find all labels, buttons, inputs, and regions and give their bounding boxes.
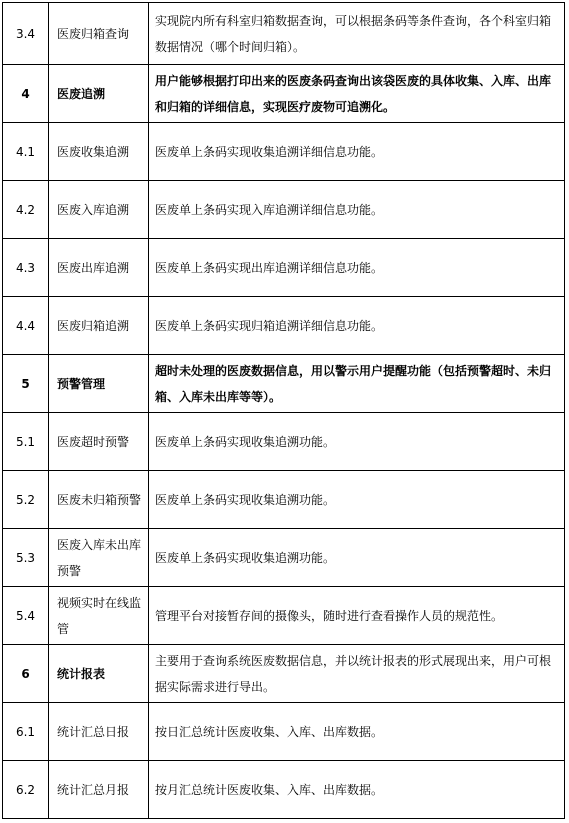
table-row-section: [3, 645, 565, 703]
table-row: [3, 239, 565, 297]
table-row: [3, 471, 565, 529]
row-name: 医废入库未出库预警: [49, 529, 149, 587]
row-description: 用户能够根据打印出来的医废条码查询出该袋医废的具体收集、入库、出库和归箱的详细信息，实现医疗废物可追溯化。: [149, 65, 565, 123]
row-description: 医废单上条码实现收集追溯功能。: [149, 471, 565, 529]
row-name: 医废归箱追溯: [49, 297, 149, 355]
row-description: 实现院内所有科室归箱数据查询，可以根据条码等条件查询，各个科室归箱数据情况（哪个时间归箱）。: [149, 3, 565, 65]
row-name: 统计汇总日报: [49, 703, 149, 761]
row-description: 医废单上条码实现出库追溯详细信息功能。: [149, 239, 565, 297]
row-name: 预警管理: [49, 355, 149, 413]
row-name: 医废追溯: [49, 65, 149, 123]
row-name: 统计汇总月报: [49, 761, 149, 819]
row-name: 医废收集追溯: [49, 123, 149, 181]
table-row: [3, 587, 565, 645]
row-name: 医废归箱查询: [49, 3, 149, 65]
row-number: 6: [3, 645, 49, 703]
row-number: 4.4: [3, 297, 49, 355]
row-number: 5.3: [3, 529, 49, 587]
row-number: 6.1: [3, 703, 49, 761]
table-row: [3, 297, 565, 355]
row-name: 医废出库追溯: [49, 239, 149, 297]
row-description: 医废单上条码实现入库追溯详细信息功能。: [149, 181, 565, 239]
table-row: [3, 529, 565, 587]
row-number: 4: [3, 65, 49, 123]
row-number: 5.1: [3, 413, 49, 471]
row-description: 主要用于查询系统医废数据信息，并以统计报表的形式展现出来，用户可根据实际需求进行导出。: [149, 645, 565, 703]
row-number: 4.3: [3, 239, 49, 297]
row-number: 3.4: [3, 3, 49, 65]
row-number: 5.4: [3, 587, 49, 645]
row-description: 按月汇总统计医废收集、入库、出库数据。: [149, 761, 565, 819]
requirements-table: [2, 2, 565, 819]
table-row: [3, 123, 565, 181]
row-description: 医废单上条码实现归箱追溯详细信息功能。: [149, 297, 565, 355]
row-description: 超时未处理的医废数据信息，用以警示用户提醒功能（包括预警超时、未归箱、入库未出库等等）。: [149, 355, 565, 413]
table-row-section: [3, 65, 565, 123]
row-name: 医废入库追溯: [49, 181, 149, 239]
table-row-section: [3, 355, 565, 413]
row-number: 5: [3, 355, 49, 413]
row-name: 统计报表: [49, 645, 149, 703]
row-name: 医废超时预警: [49, 413, 149, 471]
row-number: 5.2: [3, 471, 49, 529]
row-name: 医废未归箱预警: [49, 471, 149, 529]
table-row: [3, 181, 565, 239]
row-description: 按日汇总统计医废收集、入库、出库数据。: [149, 703, 565, 761]
row-description: 管理平台对接暂存间的摄像头，随时进行查看操作人员的规范性。: [149, 587, 565, 645]
row-description: 医废单上条码实现收集追溯功能。: [149, 413, 565, 471]
table-row: [3, 761, 565, 819]
table-row: [3, 3, 565, 65]
row-number: 4.2: [3, 181, 49, 239]
row-description: 医废单上条码实现收集追溯详细信息功能。: [149, 123, 565, 181]
row-description: 医废单上条码实现收集追溯功能。: [149, 529, 565, 587]
table-row: [3, 413, 565, 471]
table-row: [3, 703, 565, 761]
row-number: 4.1: [3, 123, 49, 181]
row-name: 视频实时在线监管: [49, 587, 149, 645]
row-number: 6.2: [3, 761, 49, 819]
